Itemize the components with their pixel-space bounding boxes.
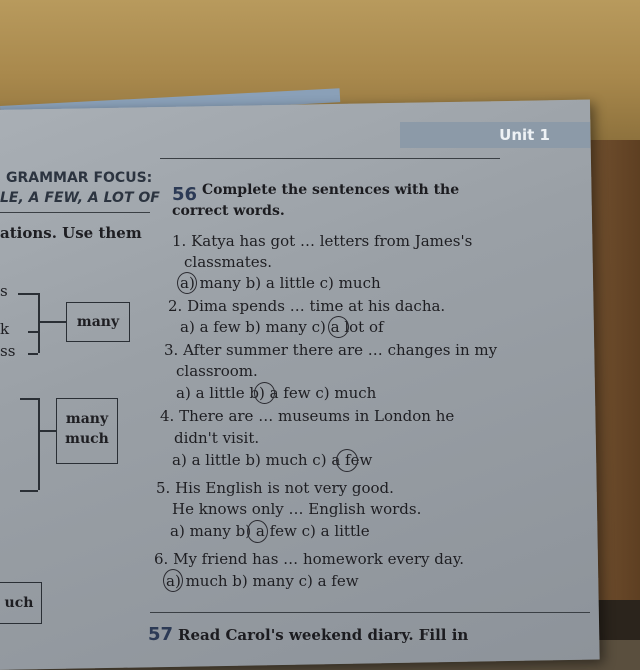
bottom-rule <box>150 612 590 613</box>
question-4-line-1: 4. There are … museums in London he <box>160 407 455 425</box>
question-6-line-1: 6. My friend has … homework every day. <box>154 550 465 568</box>
question-3-line-2: classroom. <box>176 362 258 380</box>
bracket-line <box>38 398 40 490</box>
question-5-options: a) many b) a few c) a little <box>170 522 370 540</box>
question-1-line-2: classmates. <box>184 253 273 271</box>
exercise-instruction-2: correct words. <box>172 203 285 219</box>
fragment-k: k <box>0 320 10 338</box>
question-4-line-2: didn't visit. <box>174 429 260 447</box>
bracket-line <box>20 490 38 492</box>
answer-circle <box>254 382 275 404</box>
answer-circle <box>328 316 349 338</box>
question-2-options: a) a few b) many c) a lot of <box>180 318 384 336</box>
bracket-line <box>28 331 38 333</box>
header-rule <box>160 158 500 159</box>
grammar-title: GRAMMAR FOCUS: <box>6 170 153 186</box>
exercise-instruction-1: Complete the sentences with the <box>202 182 460 198</box>
fragment-ss: ss <box>0 342 16 360</box>
next-exercise-number: 57 <box>148 624 174 645</box>
grammar-box-many-label: many <box>76 314 120 330</box>
question-2-line-1: 2. Dima spends … time at his dacha. <box>168 297 446 315</box>
bracket-line <box>38 293 40 353</box>
question-3-line-1: 3. After summer there are … changes in my <box>164 341 498 359</box>
grammar-instruction: ations. Use them <box>0 224 142 242</box>
question-6-options: a) much b) many c) a few <box>166 572 359 590</box>
answer-circle <box>336 449 358 472</box>
question-1-line-1: 1. Katya has got … letters from James's <box>172 232 473 250</box>
question-1-options: a) many b) a little c) much <box>180 274 381 292</box>
answer-circle <box>177 272 197 294</box>
bracket-line <box>38 321 66 323</box>
grammar-box-much <box>0 582 42 624</box>
grammar-rule <box>0 212 150 213</box>
bracket-line <box>18 293 38 295</box>
grammar-box-many <box>66 302 130 342</box>
bracket-line <box>20 398 38 400</box>
grammar-box-much-label: uch <box>4 595 34 611</box>
answer-circle <box>247 520 268 543</box>
fragment-s: s <box>0 282 8 300</box>
bracket-line <box>28 353 38 355</box>
unit-tag <box>400 122 590 148</box>
grammar-box-line2: much <box>65 431 109 447</box>
grammar-box-many-much <box>56 398 118 464</box>
question-5-line-1: 5. His English is not very good. <box>156 479 394 497</box>
grammar-box-line1: many <box>65 411 109 427</box>
bracket-line <box>38 430 56 432</box>
exercise-number: 56 <box>172 184 198 205</box>
grammar-subtitle: LE, A FEW, A LOT OF <box>0 190 160 206</box>
question-3-options: a) a little b) a few c) much <box>176 384 377 402</box>
unit-label: Unit 1 <box>499 126 550 144</box>
next-exercise-text: Read Carol's weekend diary. Fill in <box>178 626 469 644</box>
answer-circle <box>163 569 183 592</box>
question-4-options: a) a little b) much c) a few <box>172 451 373 469</box>
question-5-line-2: He knows only … English words. <box>172 500 422 518</box>
